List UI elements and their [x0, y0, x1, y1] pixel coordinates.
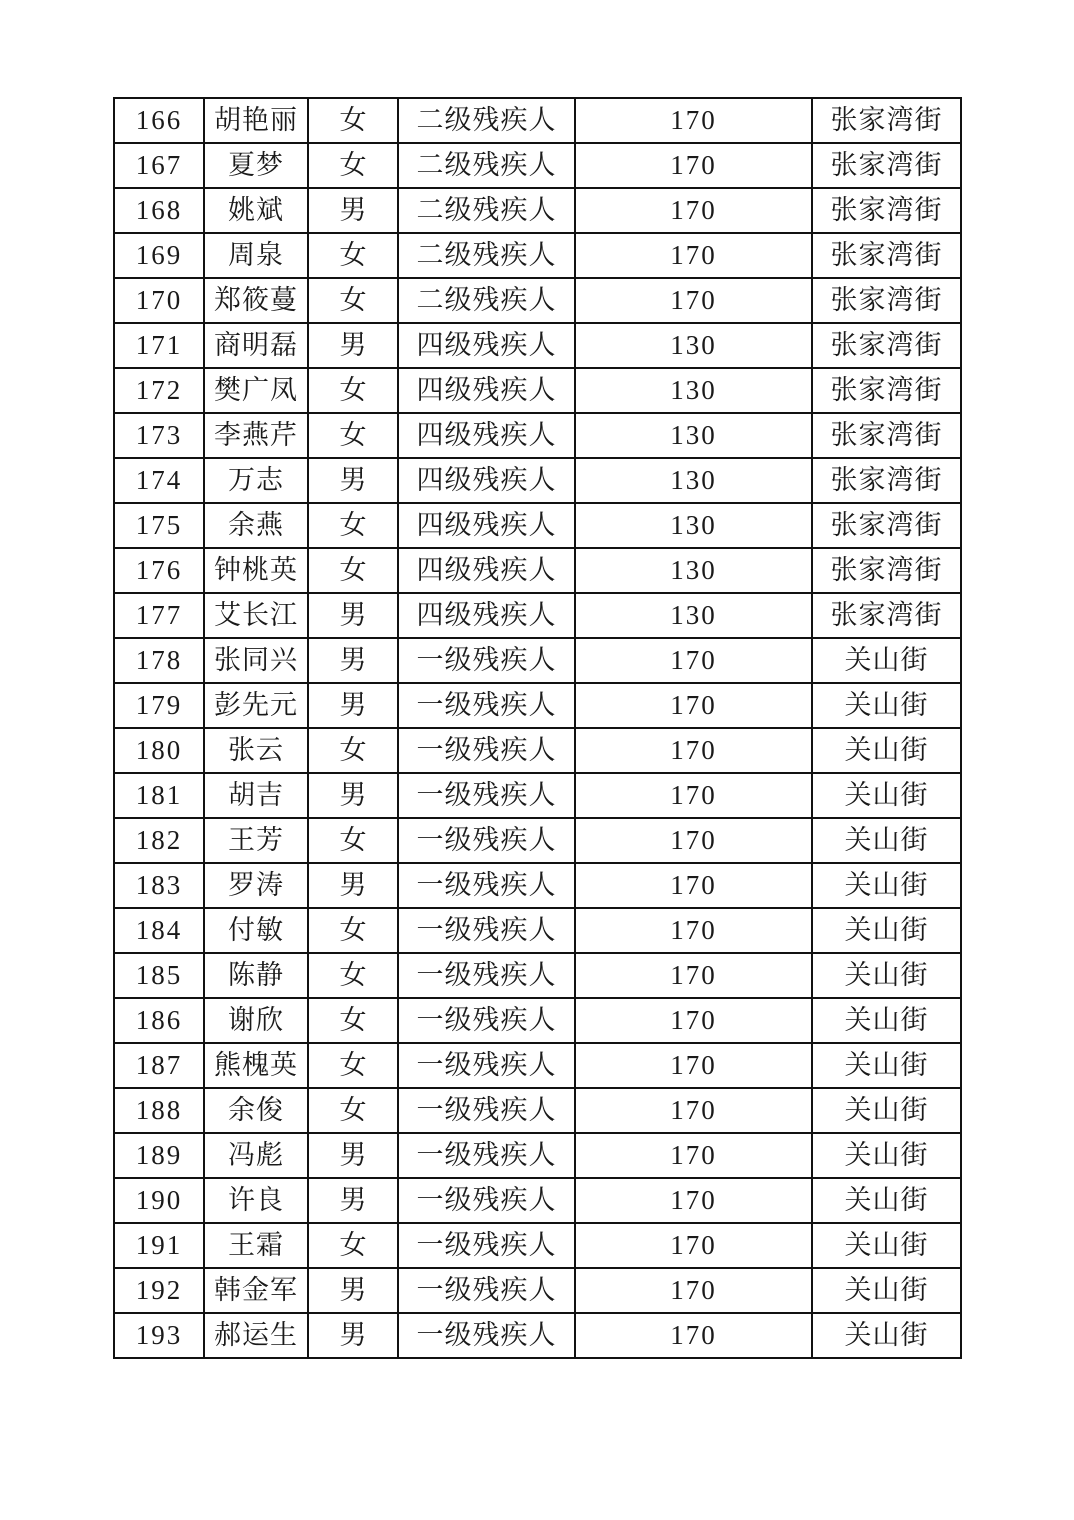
table-row [114, 278, 961, 323]
row-number-cell: 174 [114, 458, 204, 503]
amount-cell: 170 [575, 1223, 812, 1268]
amount-cell: 130 [575, 458, 812, 503]
disability-level-cell: 二级残疾人 [398, 98, 575, 143]
disability-level-cell: 一级残疾人 [398, 773, 575, 818]
disability-level-cell: 一级残疾人 [398, 683, 575, 728]
name-cell: 钟桃英 [204, 548, 308, 593]
amount-cell: 170 [575, 863, 812, 908]
amount-cell: 170 [575, 683, 812, 728]
table-row [114, 1268, 961, 1313]
table-row [114, 1088, 961, 1133]
table-row [114, 773, 961, 818]
row-number-cell: 180 [114, 728, 204, 773]
amount-cell: 130 [575, 323, 812, 368]
name-cell: 余燕 [204, 503, 308, 548]
gender-cell: 女 [308, 1223, 398, 1268]
name-cell: 余俊 [204, 1088, 308, 1133]
row-number-cell: 191 [114, 1223, 204, 1268]
name-cell: 张同兴 [204, 638, 308, 683]
disability-level-cell: 一级残疾人 [398, 1043, 575, 1088]
disability-level-cell: 四级残疾人 [398, 458, 575, 503]
name-cell: 王霜 [204, 1223, 308, 1268]
disability-level-cell: 一级残疾人 [398, 1313, 575, 1358]
amount-cell: 130 [575, 368, 812, 413]
name-cell: 姚斌 [204, 188, 308, 233]
disability-level-cell: 四级残疾人 [398, 593, 575, 638]
table-row [114, 323, 961, 368]
street-cell: 张家湾街 [812, 503, 961, 548]
disability-level-cell: 四级残疾人 [398, 503, 575, 548]
amount-cell: 170 [575, 1313, 812, 1358]
disability-level-cell: 一级残疾人 [398, 1223, 575, 1268]
row-number-cell: 175 [114, 503, 204, 548]
street-cell: 关山街 [812, 1043, 961, 1088]
street-cell: 张家湾街 [812, 143, 961, 188]
street-cell: 关山街 [812, 1268, 961, 1313]
gender-cell: 女 [308, 953, 398, 998]
amount-cell: 170 [575, 1043, 812, 1088]
name-cell: 付敏 [204, 908, 308, 953]
name-cell: 张云 [204, 728, 308, 773]
amount-cell: 170 [575, 998, 812, 1043]
name-cell: 艾长江 [204, 593, 308, 638]
table-row [114, 683, 961, 728]
gender-cell: 女 [308, 503, 398, 548]
name-cell: 胡艳丽 [204, 98, 308, 143]
name-cell: 李燕芹 [204, 413, 308, 458]
row-number-cell: 176 [114, 548, 204, 593]
street-cell: 关山街 [812, 863, 961, 908]
name-cell: 彭先元 [204, 683, 308, 728]
table-row [114, 188, 961, 233]
row-number-cell: 187 [114, 1043, 204, 1088]
disability-level-cell: 一级残疾人 [398, 728, 575, 773]
gender-cell: 男 [308, 1133, 398, 1178]
disability-level-cell: 二级残疾人 [398, 233, 575, 278]
row-number-cell: 166 [114, 98, 204, 143]
name-cell: 谢欣 [204, 998, 308, 1043]
amount-cell: 170 [575, 98, 812, 143]
row-number-cell: 179 [114, 683, 204, 728]
street-cell: 关山街 [812, 1178, 961, 1223]
gender-cell: 女 [308, 368, 398, 413]
amount-cell: 170 [575, 188, 812, 233]
street-cell: 张家湾街 [812, 233, 961, 278]
row-number-cell: 178 [114, 638, 204, 683]
row-number-cell: 185 [114, 953, 204, 998]
amount-cell: 170 [575, 908, 812, 953]
gender-cell: 男 [308, 638, 398, 683]
row-number-cell: 189 [114, 1133, 204, 1178]
row-number-cell: 183 [114, 863, 204, 908]
gender-cell: 男 [308, 1178, 398, 1223]
name-cell: 熊槐英 [204, 1043, 308, 1088]
gender-cell: 男 [308, 1313, 398, 1358]
street-cell: 关山街 [812, 1088, 961, 1133]
amount-cell: 170 [575, 233, 812, 278]
amount-cell: 130 [575, 503, 812, 548]
street-cell: 关山街 [812, 998, 961, 1043]
name-cell: 郝运生 [204, 1313, 308, 1358]
disability-level-cell: 一级残疾人 [398, 908, 575, 953]
disability-level-cell: 四级残疾人 [398, 368, 575, 413]
street-cell: 张家湾街 [812, 593, 961, 638]
row-number-cell: 172 [114, 368, 204, 413]
gender-cell: 女 [308, 908, 398, 953]
street-cell: 张家湾街 [812, 548, 961, 593]
disability-level-cell: 二级残疾人 [398, 278, 575, 323]
row-number-cell: 167 [114, 143, 204, 188]
street-cell: 关山街 [812, 773, 961, 818]
gender-cell: 男 [308, 188, 398, 233]
disability-level-cell: 四级残疾人 [398, 548, 575, 593]
row-number-cell: 169 [114, 233, 204, 278]
table-row [114, 548, 961, 593]
amount-cell: 170 [575, 728, 812, 773]
table-row [114, 413, 961, 458]
street-cell: 关山街 [812, 818, 961, 863]
name-cell: 夏梦 [204, 143, 308, 188]
row-number-cell: 182 [114, 818, 204, 863]
amount-cell: 170 [575, 1178, 812, 1223]
street-cell: 张家湾街 [812, 98, 961, 143]
street-cell: 张家湾街 [812, 188, 961, 233]
row-number-cell: 193 [114, 1313, 204, 1358]
table-row [114, 953, 961, 998]
amount-cell: 170 [575, 638, 812, 683]
amount-cell: 170 [575, 953, 812, 998]
amount-cell: 170 [575, 1088, 812, 1133]
name-cell: 胡吉 [204, 773, 308, 818]
row-number-cell: 188 [114, 1088, 204, 1133]
gender-cell: 男 [308, 683, 398, 728]
table-row [114, 1223, 961, 1268]
table-row [114, 1133, 961, 1178]
gender-cell: 女 [308, 548, 398, 593]
disability-level-cell: 四级残疾人 [398, 323, 575, 368]
table-row [114, 98, 961, 143]
table-row [114, 728, 961, 773]
street-cell: 关山街 [812, 728, 961, 773]
name-cell: 周泉 [204, 233, 308, 278]
name-cell: 郑筱蔓 [204, 278, 308, 323]
table-row [114, 233, 961, 278]
gender-cell: 女 [308, 233, 398, 278]
name-cell: 樊广凤 [204, 368, 308, 413]
street-cell: 张家湾街 [812, 368, 961, 413]
row-number-cell: 171 [114, 323, 204, 368]
row-number-cell: 192 [114, 1268, 204, 1313]
street-cell: 关山街 [812, 683, 961, 728]
name-cell: 许良 [204, 1178, 308, 1223]
street-cell: 关山街 [812, 1313, 961, 1358]
gender-cell: 男 [308, 1268, 398, 1313]
disability-level-cell: 一级残疾人 [398, 1268, 575, 1313]
roster-body [114, 98, 961, 1358]
amount-cell: 130 [575, 593, 812, 638]
disability-level-cell: 一级残疾人 [398, 638, 575, 683]
amount-cell: 130 [575, 413, 812, 458]
amount-cell: 170 [575, 1268, 812, 1313]
subsidy-roster-table [113, 97, 962, 1359]
disability-level-cell: 四级残疾人 [398, 413, 575, 458]
amount-cell: 170 [575, 1133, 812, 1178]
disability-level-cell: 二级残疾人 [398, 143, 575, 188]
row-number-cell: 177 [114, 593, 204, 638]
street-cell: 关山街 [812, 1223, 961, 1268]
amount-cell: 170 [575, 773, 812, 818]
table-row [114, 863, 961, 908]
gender-cell: 女 [308, 278, 398, 323]
name-cell: 王芳 [204, 818, 308, 863]
row-number-cell: 170 [114, 278, 204, 323]
row-number-cell: 190 [114, 1178, 204, 1223]
gender-cell: 男 [308, 773, 398, 818]
name-cell: 商明磊 [204, 323, 308, 368]
table-row [114, 593, 961, 638]
gender-cell: 女 [308, 413, 398, 458]
amount-cell: 130 [575, 548, 812, 593]
gender-cell: 女 [308, 1088, 398, 1133]
table-row [114, 503, 961, 548]
table-row [114, 368, 961, 413]
table-row [114, 143, 961, 188]
street-cell: 关山街 [812, 953, 961, 998]
table-row [114, 1178, 961, 1223]
table-row [114, 1043, 961, 1088]
row-number-cell: 186 [114, 998, 204, 1043]
name-cell: 罗涛 [204, 863, 308, 908]
name-cell: 冯彪 [204, 1133, 308, 1178]
row-number-cell: 184 [114, 908, 204, 953]
gender-cell: 男 [308, 458, 398, 503]
disability-level-cell: 一级残疾人 [398, 1088, 575, 1133]
gender-cell: 女 [308, 818, 398, 863]
street-cell: 关山街 [812, 908, 961, 953]
disability-level-cell: 二级残疾人 [398, 188, 575, 233]
gender-cell: 女 [308, 728, 398, 773]
amount-cell: 170 [575, 278, 812, 323]
gender-cell: 男 [308, 323, 398, 368]
street-cell: 张家湾街 [812, 458, 961, 503]
amount-cell: 170 [575, 818, 812, 863]
table-row [114, 818, 961, 863]
gender-cell: 男 [308, 593, 398, 638]
street-cell: 张家湾街 [812, 278, 961, 323]
table-row [114, 1313, 961, 1358]
row-number-cell: 181 [114, 773, 204, 818]
table-row [114, 638, 961, 683]
row-number-cell: 168 [114, 188, 204, 233]
name-cell: 万志 [204, 458, 308, 503]
gender-cell: 女 [308, 143, 398, 188]
amount-cell: 170 [575, 143, 812, 188]
street-cell: 关山街 [812, 638, 961, 683]
disability-level-cell: 一级残疾人 [398, 1133, 575, 1178]
row-number-cell: 173 [114, 413, 204, 458]
disability-level-cell: 一级残疾人 [398, 818, 575, 863]
disability-level-cell: 一级残疾人 [398, 953, 575, 998]
table-row [114, 458, 961, 503]
name-cell: 陈静 [204, 953, 308, 998]
gender-cell: 男 [308, 863, 398, 908]
gender-cell: 女 [308, 1043, 398, 1088]
street-cell: 关山街 [812, 1133, 961, 1178]
name-cell: 韩金军 [204, 1268, 308, 1313]
table-row [114, 908, 961, 953]
disability-level-cell: 一级残疾人 [398, 1178, 575, 1223]
street-cell: 张家湾街 [812, 323, 961, 368]
disability-level-cell: 一级残疾人 [398, 863, 575, 908]
street-cell: 张家湾街 [812, 413, 961, 458]
gender-cell: 女 [308, 998, 398, 1043]
gender-cell: 女 [308, 98, 398, 143]
disability-level-cell: 一级残疾人 [398, 998, 575, 1043]
table-row [114, 998, 961, 1043]
